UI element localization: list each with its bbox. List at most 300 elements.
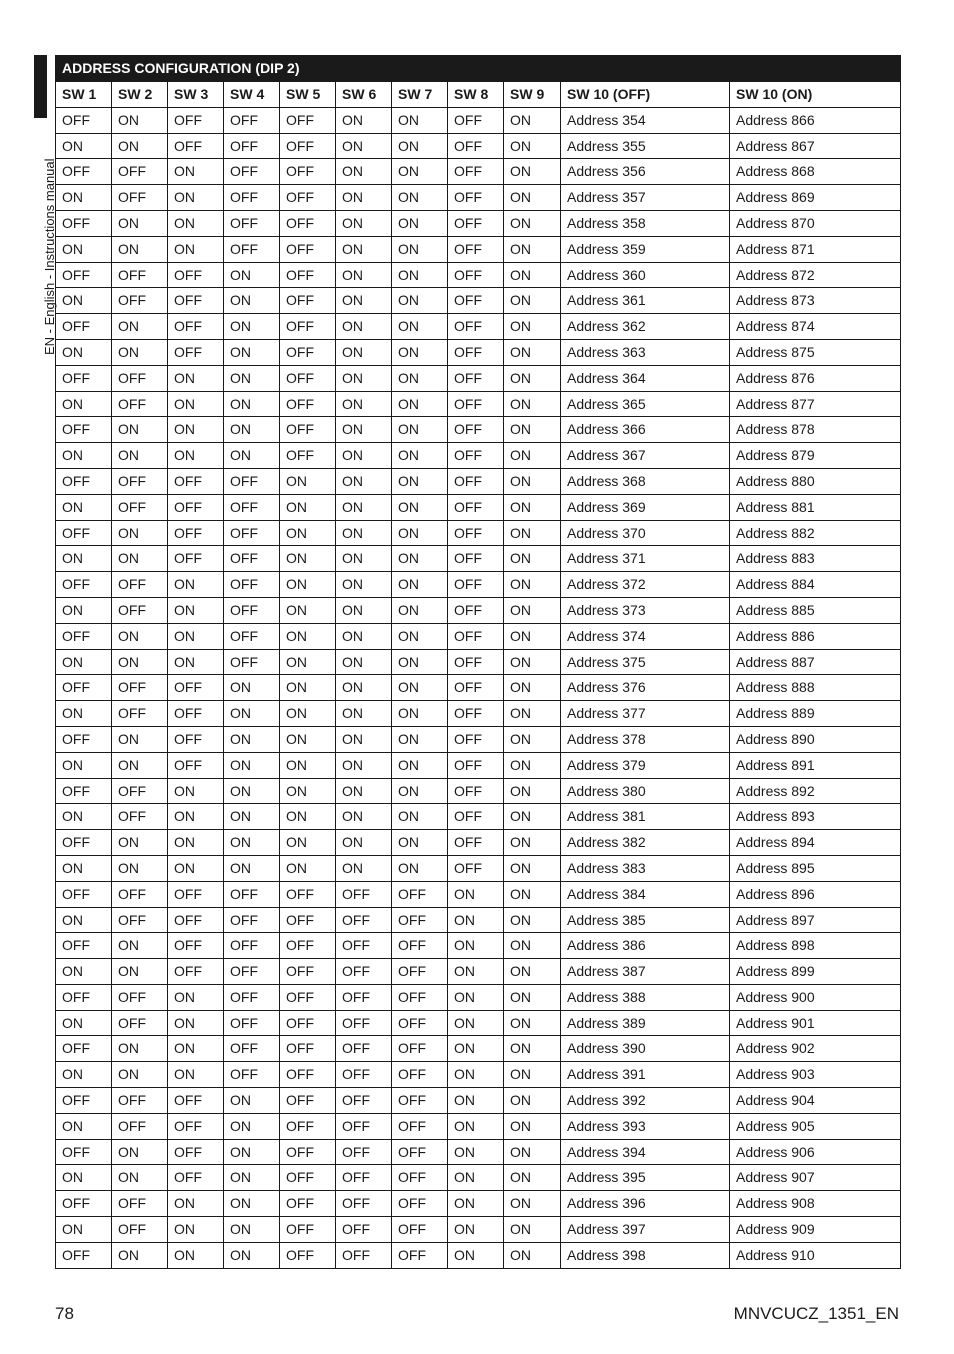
switch-state-cell: ON — [56, 391, 112, 417]
switch-state-cell: ON — [280, 675, 336, 701]
switch-state-cell: ON — [56, 546, 112, 572]
switch-state-cell: OFF — [168, 1165, 224, 1191]
switch-state-cell: OFF — [448, 675, 504, 701]
switch-state-cell: ON — [392, 365, 448, 391]
address-cell: Address 390 — [561, 1036, 730, 1062]
switch-state-cell: OFF — [224, 1010, 280, 1036]
switch-state-cell: OFF — [224, 210, 280, 236]
table-row — [56, 314, 901, 340]
switch-state-cell: ON — [224, 1242, 280, 1268]
switch-state-cell: ON — [392, 210, 448, 236]
address-cell: Address 878 — [730, 417, 901, 443]
address-cell: Address 876 — [730, 365, 901, 391]
switch-state-cell: OFF — [112, 365, 168, 391]
address-cell: Address 382 — [561, 830, 730, 856]
address-cell: Address 874 — [730, 314, 901, 340]
table-row — [56, 1113, 901, 1139]
switch-state-cell: ON — [56, 907, 112, 933]
switch-state-cell: OFF — [336, 1062, 392, 1088]
switch-state-cell: OFF — [56, 417, 112, 443]
switch-state-cell: ON — [168, 572, 224, 598]
switch-state-cell: ON — [504, 881, 561, 907]
switch-state-cell: ON — [504, 830, 561, 856]
address-cell: Address 877 — [730, 391, 901, 417]
address-cell: Address 358 — [561, 210, 730, 236]
table-row — [56, 1165, 901, 1191]
switch-state-cell: ON — [224, 1165, 280, 1191]
switch-state-cell: OFF — [168, 726, 224, 752]
address-cell: Address 905 — [730, 1113, 901, 1139]
switch-state-cell: OFF — [168, 752, 224, 778]
switch-state-cell: ON — [224, 391, 280, 417]
address-cell: Address 899 — [730, 959, 901, 985]
switch-state-cell: ON — [112, 1062, 168, 1088]
switch-state-cell: OFF — [224, 133, 280, 159]
address-cell: Address 875 — [730, 339, 901, 365]
switch-state-cell: ON — [392, 236, 448, 262]
address-cell: Address 354 — [561, 107, 730, 133]
address-cell: Address 894 — [730, 830, 901, 856]
switch-state-cell: ON — [504, 933, 561, 959]
switch-state-cell: OFF — [392, 1217, 448, 1243]
switch-state-cell: OFF — [168, 959, 224, 985]
address-cell: Address 867 — [730, 133, 901, 159]
switch-state-cell: OFF — [56, 1036, 112, 1062]
address-cell: Address 892 — [730, 778, 901, 804]
switch-state-cell: ON — [504, 1036, 561, 1062]
switch-state-cell: OFF — [448, 623, 504, 649]
address-cell: Address 893 — [730, 804, 901, 830]
address-cell: Address 890 — [730, 726, 901, 752]
switch-state-cell: OFF — [280, 1242, 336, 1268]
switch-state-cell: ON — [112, 1036, 168, 1062]
switch-state-cell: ON — [56, 649, 112, 675]
switch-state-cell: ON — [56, 701, 112, 727]
table-row — [56, 494, 901, 520]
switch-state-cell: ON — [112, 546, 168, 572]
address-cell: Address 866 — [730, 107, 901, 133]
table-row — [56, 185, 901, 211]
address-cell: Address 392 — [561, 1088, 730, 1114]
switch-state-cell: ON — [168, 1191, 224, 1217]
switch-state-cell: ON — [504, 1139, 561, 1165]
switch-state-cell: ON — [336, 159, 392, 185]
address-cell: Address 381 — [561, 804, 730, 830]
switch-state-cell: OFF — [56, 675, 112, 701]
switch-state-cell: OFF — [448, 597, 504, 623]
switch-state-cell: ON — [112, 830, 168, 856]
switch-state-cell: ON — [392, 133, 448, 159]
switch-state-cell: ON — [280, 572, 336, 598]
address-cell: Address 887 — [730, 649, 901, 675]
switch-state-cell: ON — [112, 752, 168, 778]
switch-state-cell: OFF — [280, 1113, 336, 1139]
switch-state-cell: ON — [336, 468, 392, 494]
switch-state-cell: ON — [56, 1062, 112, 1088]
switch-state-cell: OFF — [280, 933, 336, 959]
switch-state-cell: ON — [504, 365, 561, 391]
switch-state-cell: ON — [224, 855, 280, 881]
switch-state-cell: OFF — [392, 907, 448, 933]
switch-state-cell: ON — [336, 572, 392, 598]
switch-state-cell: ON — [168, 417, 224, 443]
switch-state-cell: ON — [448, 1242, 504, 1268]
switch-state-cell: OFF — [224, 984, 280, 1010]
switch-state-cell: ON — [336, 314, 392, 340]
switch-state-cell: OFF — [168, 494, 224, 520]
switch-state-cell: OFF — [112, 881, 168, 907]
switch-state-cell: OFF — [280, 1139, 336, 1165]
switch-state-cell: ON — [504, 546, 561, 572]
switch-state-cell: ON — [504, 804, 561, 830]
switch-state-cell: ON — [224, 339, 280, 365]
switch-state-cell: OFF — [56, 159, 112, 185]
switch-state-cell: ON — [56, 339, 112, 365]
switch-state-cell: OFF — [280, 339, 336, 365]
table-row — [56, 649, 901, 675]
switch-state-cell: OFF — [112, 1010, 168, 1036]
switch-state-cell: ON — [504, 701, 561, 727]
switch-state-cell: OFF — [336, 1139, 392, 1165]
switch-state-cell: OFF — [280, 881, 336, 907]
switch-state-cell: OFF — [168, 288, 224, 314]
switch-state-cell: ON — [504, 649, 561, 675]
address-cell: Address 384 — [561, 881, 730, 907]
switch-state-cell: OFF — [280, 262, 336, 288]
switch-state-cell: OFF — [168, 1139, 224, 1165]
table-header-row — [56, 82, 901, 108]
switch-state-cell: ON — [112, 210, 168, 236]
switch-state-cell: ON — [504, 1217, 561, 1243]
address-cell: Address 368 — [561, 468, 730, 494]
switch-state-cell: OFF — [224, 494, 280, 520]
table-row — [56, 236, 901, 262]
table-row — [56, 262, 901, 288]
switch-state-cell: ON — [168, 804, 224, 830]
table-row — [56, 572, 901, 598]
column-header: SW 3 — [168, 82, 224, 108]
switch-state-cell: OFF — [224, 959, 280, 985]
address-cell: Address 906 — [730, 1139, 901, 1165]
switch-state-cell: OFF — [280, 133, 336, 159]
switch-state-cell: ON — [56, 752, 112, 778]
switch-state-cell: ON — [168, 1036, 224, 1062]
switch-state-cell: ON — [448, 933, 504, 959]
column-header: SW 10 (OFF) — [561, 82, 730, 108]
switch-state-cell: OFF — [448, 752, 504, 778]
switch-state-cell: ON — [392, 701, 448, 727]
switch-state-cell: ON — [504, 1113, 561, 1139]
switch-state-cell: ON — [448, 881, 504, 907]
switch-state-cell: OFF — [56, 830, 112, 856]
switch-state-cell: ON — [112, 1242, 168, 1268]
table-row — [56, 726, 901, 752]
table-row — [56, 1191, 901, 1217]
switch-state-cell: OFF — [448, 107, 504, 133]
switch-state-cell: OFF — [168, 314, 224, 340]
switch-state-cell: ON — [448, 1113, 504, 1139]
column-header: SW 9 — [504, 82, 561, 108]
address-cell: Address 389 — [561, 1010, 730, 1036]
switch-state-cell: ON — [112, 855, 168, 881]
switch-state-cell: ON — [224, 314, 280, 340]
switch-state-cell: ON — [448, 1088, 504, 1114]
switch-state-cell: ON — [448, 1036, 504, 1062]
switch-state-cell: ON — [168, 1242, 224, 1268]
switch-state-cell: OFF — [112, 1191, 168, 1217]
switch-state-cell: OFF — [448, 314, 504, 340]
switch-state-cell: ON — [280, 623, 336, 649]
switch-state-cell: OFF — [168, 107, 224, 133]
switch-state-cell: OFF — [56, 1191, 112, 1217]
address-cell: Address 908 — [730, 1191, 901, 1217]
address-cell: Address 909 — [730, 1217, 901, 1243]
switch-state-cell: OFF — [224, 572, 280, 598]
switch-state-cell: ON — [56, 494, 112, 520]
switch-state-cell: ON — [504, 675, 561, 701]
address-cell: Address 880 — [730, 468, 901, 494]
column-header: SW 1 — [56, 82, 112, 108]
address-cell: Address 378 — [561, 726, 730, 752]
switch-state-cell: ON — [504, 443, 561, 469]
table-row — [56, 752, 901, 778]
switch-state-cell: OFF — [168, 701, 224, 727]
switch-state-cell: ON — [56, 959, 112, 985]
table-row — [56, 210, 901, 236]
switch-state-cell: OFF — [392, 1062, 448, 1088]
switch-state-cell: ON — [168, 597, 224, 623]
column-header: SW 8 — [448, 82, 504, 108]
switch-state-cell: ON — [392, 623, 448, 649]
address-cell: Address 360 — [561, 262, 730, 288]
switch-state-cell: OFF — [56, 365, 112, 391]
table-row — [56, 1242, 901, 1268]
switch-state-cell: OFF — [392, 959, 448, 985]
switch-state-cell: ON — [224, 778, 280, 804]
switch-state-cell: ON — [168, 1217, 224, 1243]
address-cell: Address 870 — [730, 210, 901, 236]
switch-state-cell: OFF — [168, 468, 224, 494]
table-row — [56, 159, 901, 185]
switch-state-cell: ON — [448, 1165, 504, 1191]
address-cell: Address 355 — [561, 133, 730, 159]
switch-state-cell: ON — [168, 649, 224, 675]
switch-state-cell: OFF — [224, 159, 280, 185]
switch-state-cell: ON — [280, 830, 336, 856]
switch-state-cell: OFF — [280, 907, 336, 933]
switch-state-cell: OFF — [392, 1010, 448, 1036]
switch-state-cell: OFF — [168, 339, 224, 365]
switch-state-cell: ON — [504, 391, 561, 417]
switch-state-cell: OFF — [112, 804, 168, 830]
table-row — [56, 443, 901, 469]
switch-state-cell: ON — [392, 262, 448, 288]
switch-state-cell: OFF — [168, 262, 224, 288]
switch-state-cell: ON — [504, 520, 561, 546]
address-cell: Address 895 — [730, 855, 901, 881]
switch-state-cell: ON — [336, 107, 392, 133]
address-cell: Address 373 — [561, 597, 730, 623]
switch-state-cell: ON — [168, 391, 224, 417]
switch-state-cell: OFF — [56, 520, 112, 546]
address-cell: Address 885 — [730, 597, 901, 623]
switch-state-cell: ON — [448, 1062, 504, 1088]
address-cell: Address 380 — [561, 778, 730, 804]
switch-state-cell: OFF — [336, 959, 392, 985]
switch-state-cell: OFF — [280, 1217, 336, 1243]
switch-state-cell: OFF — [224, 1062, 280, 1088]
switch-state-cell: OFF — [112, 391, 168, 417]
switch-state-cell: ON — [336, 726, 392, 752]
switch-state-cell: ON — [224, 417, 280, 443]
switch-state-cell: OFF — [280, 288, 336, 314]
switch-state-cell: ON — [112, 933, 168, 959]
switch-state-cell: ON — [56, 1113, 112, 1139]
address-configuration-table — [55, 55, 901, 1269]
address-cell: Address 910 — [730, 1242, 901, 1268]
switch-state-cell: ON — [336, 133, 392, 159]
table-row — [56, 623, 901, 649]
switch-state-cell: OFF — [392, 1088, 448, 1114]
switch-state-cell: ON — [504, 855, 561, 881]
switch-state-cell: OFF — [280, 1036, 336, 1062]
switch-state-cell: ON — [336, 417, 392, 443]
table-title: ADDRESS CONFIGURATION (DIP 2) — [56, 56, 901, 82]
switch-state-cell: OFF — [448, 701, 504, 727]
switch-state-cell: OFF — [224, 907, 280, 933]
switch-state-cell: OFF — [56, 623, 112, 649]
address-cell: Address 367 — [561, 443, 730, 469]
switch-state-cell: OFF — [112, 572, 168, 598]
address-cell: Address 882 — [730, 520, 901, 546]
switch-state-cell: ON — [504, 623, 561, 649]
switch-state-cell: ON — [112, 726, 168, 752]
address-cell: Address 361 — [561, 288, 730, 314]
switch-state-cell: ON — [56, 236, 112, 262]
switch-state-cell: ON — [504, 417, 561, 443]
switch-state-cell: OFF — [56, 210, 112, 236]
switch-state-cell: OFF — [448, 778, 504, 804]
switch-state-cell: OFF — [280, 1010, 336, 1036]
switch-state-cell: OFF — [448, 417, 504, 443]
switch-state-cell: ON — [56, 1010, 112, 1036]
switch-state-cell: OFF — [168, 133, 224, 159]
page-number: 78 — [55, 1304, 74, 1323]
switch-state-cell: OFF — [56, 107, 112, 133]
table-row — [56, 417, 901, 443]
switch-state-cell: ON — [336, 262, 392, 288]
address-cell: Address 879 — [730, 443, 901, 469]
column-header: SW 4 — [224, 82, 280, 108]
switch-state-cell: ON — [392, 855, 448, 881]
switch-state-cell: ON — [224, 1191, 280, 1217]
switch-state-cell: ON — [392, 468, 448, 494]
switch-state-cell: OFF — [280, 159, 336, 185]
switch-state-cell: OFF — [56, 1088, 112, 1114]
switch-state-cell: ON — [392, 494, 448, 520]
address-cell: Address 387 — [561, 959, 730, 985]
switch-state-cell: ON — [336, 623, 392, 649]
switch-state-cell: OFF — [280, 391, 336, 417]
switch-state-cell: ON — [56, 1217, 112, 1243]
switch-state-cell: OFF — [448, 649, 504, 675]
switch-state-cell: ON — [224, 701, 280, 727]
switch-state-cell: OFF — [448, 159, 504, 185]
switch-state-cell: ON — [448, 907, 504, 933]
switch-state-cell: OFF — [448, 443, 504, 469]
switch-state-cell: OFF — [112, 185, 168, 211]
switch-state-cell: ON — [112, 314, 168, 340]
switch-state-cell: OFF — [448, 210, 504, 236]
switch-state-cell: OFF — [56, 314, 112, 340]
switch-state-cell: ON — [112, 133, 168, 159]
address-cell: Address 397 — [561, 1217, 730, 1243]
switch-state-cell: ON — [392, 391, 448, 417]
address-cell: Address 868 — [730, 159, 901, 185]
switch-state-cell: ON — [336, 752, 392, 778]
address-cell: Address 902 — [730, 1036, 901, 1062]
switch-state-cell: ON — [504, 210, 561, 236]
address-cell: Address 376 — [561, 675, 730, 701]
switch-state-cell: ON — [56, 804, 112, 830]
switch-state-cell: OFF — [168, 933, 224, 959]
address-cell: Address 903 — [730, 1062, 901, 1088]
switch-state-cell: ON — [336, 855, 392, 881]
switch-state-cell: OFF — [448, 804, 504, 830]
switch-state-cell: ON — [336, 830, 392, 856]
switch-state-cell: OFF — [280, 236, 336, 262]
switch-state-cell: OFF — [280, 1062, 336, 1088]
table-row — [56, 546, 901, 572]
table-row — [56, 1010, 901, 1036]
switch-state-cell: ON — [224, 830, 280, 856]
switch-state-cell: ON — [168, 365, 224, 391]
switch-state-cell: ON — [504, 159, 561, 185]
table-row — [56, 133, 901, 159]
switch-state-cell: OFF — [280, 443, 336, 469]
switch-state-cell: ON — [224, 1113, 280, 1139]
column-header: SW 5 — [280, 82, 336, 108]
address-cell: Address 359 — [561, 236, 730, 262]
switch-state-cell: ON — [280, 752, 336, 778]
switch-state-cell: ON — [392, 649, 448, 675]
address-cell: Address 374 — [561, 623, 730, 649]
table-row — [56, 933, 901, 959]
switch-state-cell: ON — [168, 159, 224, 185]
switch-state-cell: OFF — [112, 701, 168, 727]
switch-state-cell: OFF — [56, 572, 112, 598]
switch-state-cell: ON — [280, 804, 336, 830]
switch-state-cell: ON — [504, 1191, 561, 1217]
switch-state-cell: ON — [224, 288, 280, 314]
switch-state-cell: OFF — [448, 830, 504, 856]
switch-state-cell: OFF — [336, 1036, 392, 1062]
address-cell: Address 883 — [730, 546, 901, 572]
address-cell: Address 907 — [730, 1165, 901, 1191]
switch-state-cell: ON — [392, 778, 448, 804]
switch-state-cell: ON — [504, 1165, 561, 1191]
switch-state-cell: ON — [504, 107, 561, 133]
switch-state-cell: OFF — [280, 1088, 336, 1114]
switch-state-cell: ON — [280, 855, 336, 881]
switch-state-cell: OFF — [336, 1242, 392, 1268]
address-cell: Address 873 — [730, 288, 901, 314]
table-row — [56, 959, 901, 985]
switch-state-cell: OFF — [336, 881, 392, 907]
switch-state-cell: ON — [56, 855, 112, 881]
switch-state-cell: ON — [504, 262, 561, 288]
table-row — [56, 468, 901, 494]
